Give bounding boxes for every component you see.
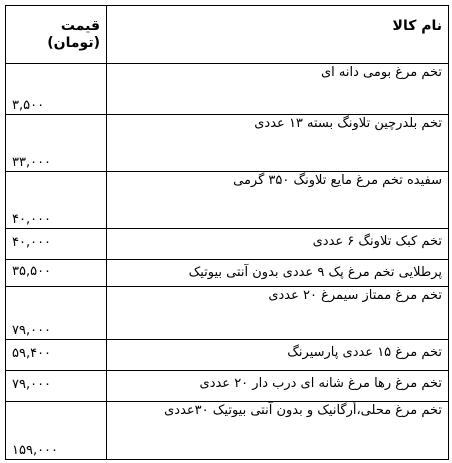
product-name-cell: سفیده تخم مرغ مایع تلاونگ ۳۵۰ گرمی (107, 172, 449, 229)
table-row (6, 370, 449, 401)
table-row (6, 286, 449, 339)
table-row (6, 229, 449, 259)
product-name-cell: تخم مرغ رها مرغ شانه ای درب دار ۲۰ عددی (107, 370, 449, 401)
product-price-cell: ۳۳,۰۰۰ (6, 115, 107, 172)
product-name-cell: تخم مرغ محلی،أرگانیک و بدون آنتی بیوتیک ۳۰عددی (107, 401, 449, 459)
table-row (6, 64, 449, 115)
product-name-cell: تخم کبک تلاونگ ۶ عددی (107, 229, 449, 259)
table-row (6, 339, 449, 370)
product-price-cell: ۴۰,۰۰۰ (6, 229, 107, 259)
product-price-cell: ۳۵,۵۰۰ (6, 259, 107, 286)
table-row (6, 115, 449, 172)
table-row (6, 259, 449, 286)
product-name-cell: تخم بلدرچین تلاونگ بسته ۱۳ عددی (107, 115, 449, 172)
product-price-cell: ۱۵۹,۰۰۰ (6, 401, 107, 459)
product-name-cell: تخم مرغ ۱۵ عددی پارسیرنگ (107, 339, 449, 370)
header-price: قیمت (تومان) (6, 6, 107, 64)
product-price-cell: ۵۹,۴۰۰ (6, 339, 107, 370)
product-price-cell: ۷۹,۰۰۰ (6, 370, 107, 401)
product-price-cell: ۴۰,۰۰۰ (6, 172, 107, 229)
product-name-cell: پرطلایی تخم مرغ پک ۹ عددی بدون آنتی بیوتیک (107, 259, 449, 286)
header-product-name: نام کالا (107, 6, 449, 64)
table-header-row (6, 6, 449, 64)
table-row (6, 401, 449, 459)
price-table (5, 5, 449, 460)
product-price-cell: ۷۹,۰۰۰ (6, 286, 107, 339)
product-name-cell: تخم مرغ بومی دانه ای (107, 64, 449, 115)
product-price-cell: ۳,۵۰۰ (6, 64, 107, 115)
price-table-container (5, 5, 448, 460)
product-name-cell: تخم مرغ ممتاز سیمرغ ۲۰ عددی (107, 286, 449, 339)
table-row (6, 172, 449, 229)
